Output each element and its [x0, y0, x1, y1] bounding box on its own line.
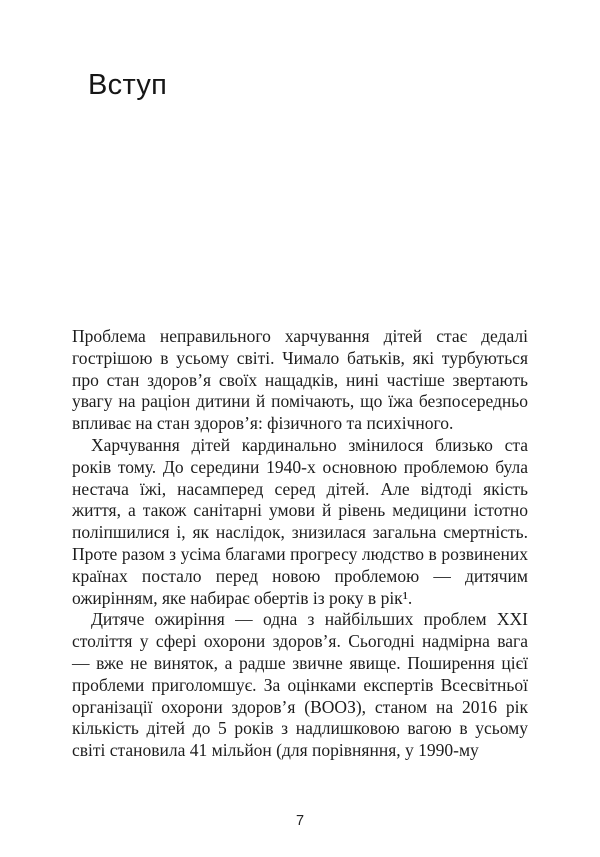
body-text [72, 326, 528, 762]
paragraph-3: Дитяче ожиріння — одна з найбільших проблем XXI століття у сфері охорони здоров’я. Сьогодні надмірна вага — вже не виняток, а радше звичне явище. Поширення цієї проблеми приголомшує. За оцінками експертів Всесвітньої організації охорони здоров’я (ВООЗ), станом на 2016 рік кількість дітей до 5 років з надлишковою вагою в усьому світі становила 41 мільйон (для порівняння, у 1990-му [72, 609, 528, 761]
page-number: 7 [295, 813, 305, 829]
paragraph-1: Проблема неправильного харчування дітей стає дедалі гострішою в усьому світі. Чимало батьків, які турбуються про стан здоров’я своїх нащадків, нині частіше звертають увагу на раціон дитини й помічають, що їжа безпосередньо впливає на стан здоров’я: фізичного та психічного. [72, 326, 528, 434]
chapter-title: Вступ [88, 69, 168, 101]
paragraph-2: Харчування дітей кардинально змінилося близько ста років тому. До середини 1940-х основною проблемою була нестача їжі, насамперед серед дітей. Але відтоді якість життя, а також санітарні умови й рівень медицини істотно поліпшилися і, як наслідок, знизилася загальна смертність. Проте разом з усіма благами прогресу людство в розвинених країнах постало перед новою проблемою — дитячим ожирінням, яке набирає обертів із року в рік¹. [72, 434, 528, 608]
